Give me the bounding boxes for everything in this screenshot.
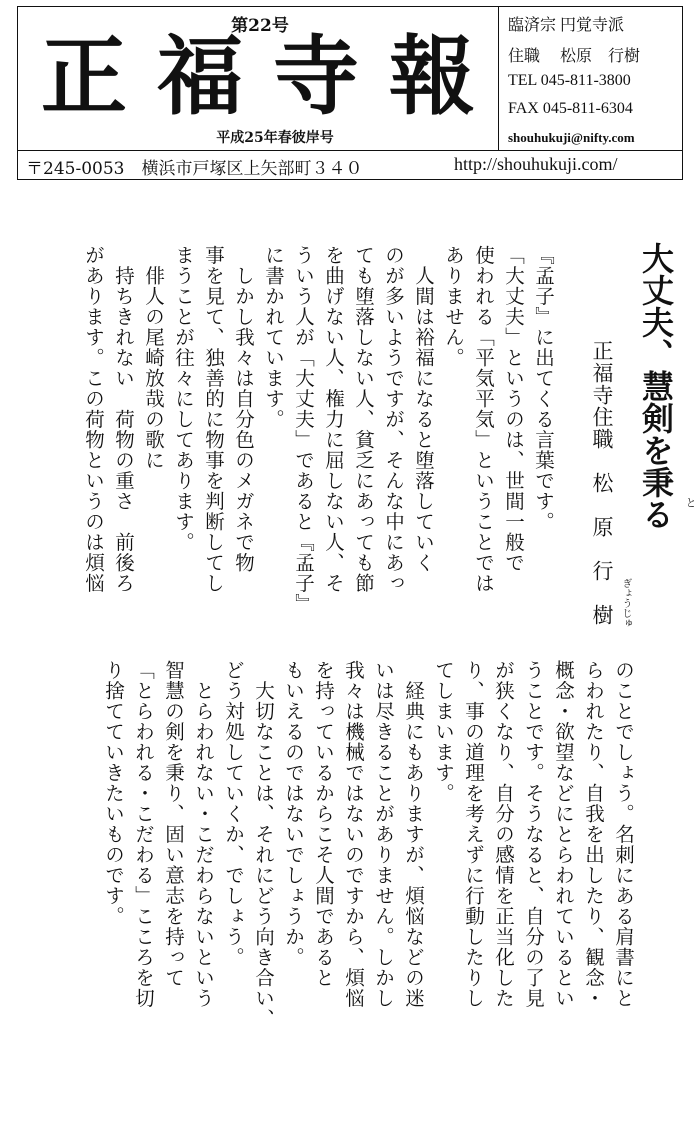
- text-column: 智慧の剣を秉り、固い意志を持って: [162, 660, 185, 988]
- text-column: 経典にもありますが、煩悩などの迷: [402, 660, 425, 1009]
- text-column: ても堕落しない人、貧乏にあっても節: [352, 245, 375, 594]
- text-column: があります。この荷物というのは煩悩: [82, 245, 105, 594]
- text-column: を曲げない人、権力に屈しない人、そ: [322, 245, 345, 594]
- text-column: ありません。: [442, 245, 465, 368]
- text-column: のが多いようですが、そんな中にあっ: [382, 245, 405, 594]
- masthead-char: 正: [41, 30, 131, 124]
- sect-name: 臨済宗 円覚寺派: [508, 17, 625, 34]
- text-column: 使われる「平気平気」ということでは: [472, 245, 495, 594]
- text-column: しかし我々は自分色のメガネで物: [232, 245, 255, 573]
- masthead-title: [28, 30, 494, 124]
- byline-ruby: ぎょうじゅ: [620, 578, 631, 628]
- issue-number: 第22号: [231, 16, 289, 36]
- text-column: 「大丈夫」というのは、世間一般で: [502, 245, 525, 573]
- text-column: のことでしょう。名刺にある肩書にと: [612, 660, 635, 1009]
- text-column: り捨てていきたいものです。: [102, 660, 125, 927]
- text-column: を持っているからこそ人間であると: [312, 660, 335, 988]
- masthead-char: 寺: [273, 30, 363, 124]
- text-column: 概念・欲望などにとらわれているとい: [552, 660, 575, 1009]
- edition-label: 平成25年春彼岸号: [216, 130, 334, 146]
- text-column: ういう人が「大丈夫」であると『孟子』: [292, 245, 315, 614]
- text-column: 事を見て、独善的に物事を判断してし: [202, 245, 225, 594]
- text-column: いは尽きることがありません。しかし: [372, 660, 395, 1009]
- text-column: 『孟子』に出てくる言葉です。: [532, 245, 555, 532]
- text-column: が狭くなり、自分の感情を正当化した: [492, 660, 515, 1009]
- text-column: り、事の道理を考えずに行動したりし: [462, 660, 485, 1009]
- telephone: TEL 045-811-3800: [508, 72, 631, 89]
- fax-number: FAX 045-811-6304: [508, 100, 633, 117]
- email-address: shouhukuji@nifty.com: [508, 130, 635, 145]
- head-priest: 住職 松原 行樹: [508, 48, 641, 65]
- text-column: 俳人の尾崎放哉の歌に: [142, 245, 165, 471]
- text-column: 持ちきれない 荷物の重さ 前後ろ: [112, 245, 135, 594]
- text-column: うことです。そうなると、自分の了見: [522, 660, 545, 1009]
- text-column: 大切なことは、それにどう向き合い、: [252, 660, 275, 1029]
- website-link[interactable]: http://shouhukuji.com/: [454, 154, 618, 174]
- byline: 正福寺住職 松 原 行 樹: [590, 340, 614, 626]
- masthead-char: 報: [389, 30, 479, 124]
- masthead-char: 福: [157, 30, 247, 124]
- text-column: とらわれない・こだわらないという: [192, 660, 215, 1009]
- article-title: 大丈夫、慧剣を秉る: [637, 242, 675, 530]
- postal-address: 〒245-0053 横浜市戸塚区上矢部町３４０: [26, 159, 363, 179]
- text-column: 人間は裕福になると堕落していく: [412, 245, 435, 573]
- text-column: に書かれています。: [262, 245, 285, 430]
- title-ruby: と: [684, 497, 697, 508]
- text-column: てしまいます。: [432, 660, 455, 804]
- text-column: 「とらわれる・こだわる」こころを切: [132, 660, 155, 1009]
- text-column: もいえるのではないでしょうか。: [282, 660, 305, 968]
- text-column: 我々は機械ではないのですから、煩悩: [342, 660, 365, 1009]
- article-body-upper: [78, 245, 558, 640]
- text-column: らわれたり、自我を出したり、観念・: [582, 660, 605, 1009]
- header-column-divider: [498, 6, 499, 151]
- text-column: まうことが往々にしてあります。: [172, 245, 195, 553]
- article-body-lower: [98, 660, 638, 1090]
- header-divider: [17, 150, 683, 151]
- text-column: どう対処していくか、でしょう。: [222, 660, 245, 968]
